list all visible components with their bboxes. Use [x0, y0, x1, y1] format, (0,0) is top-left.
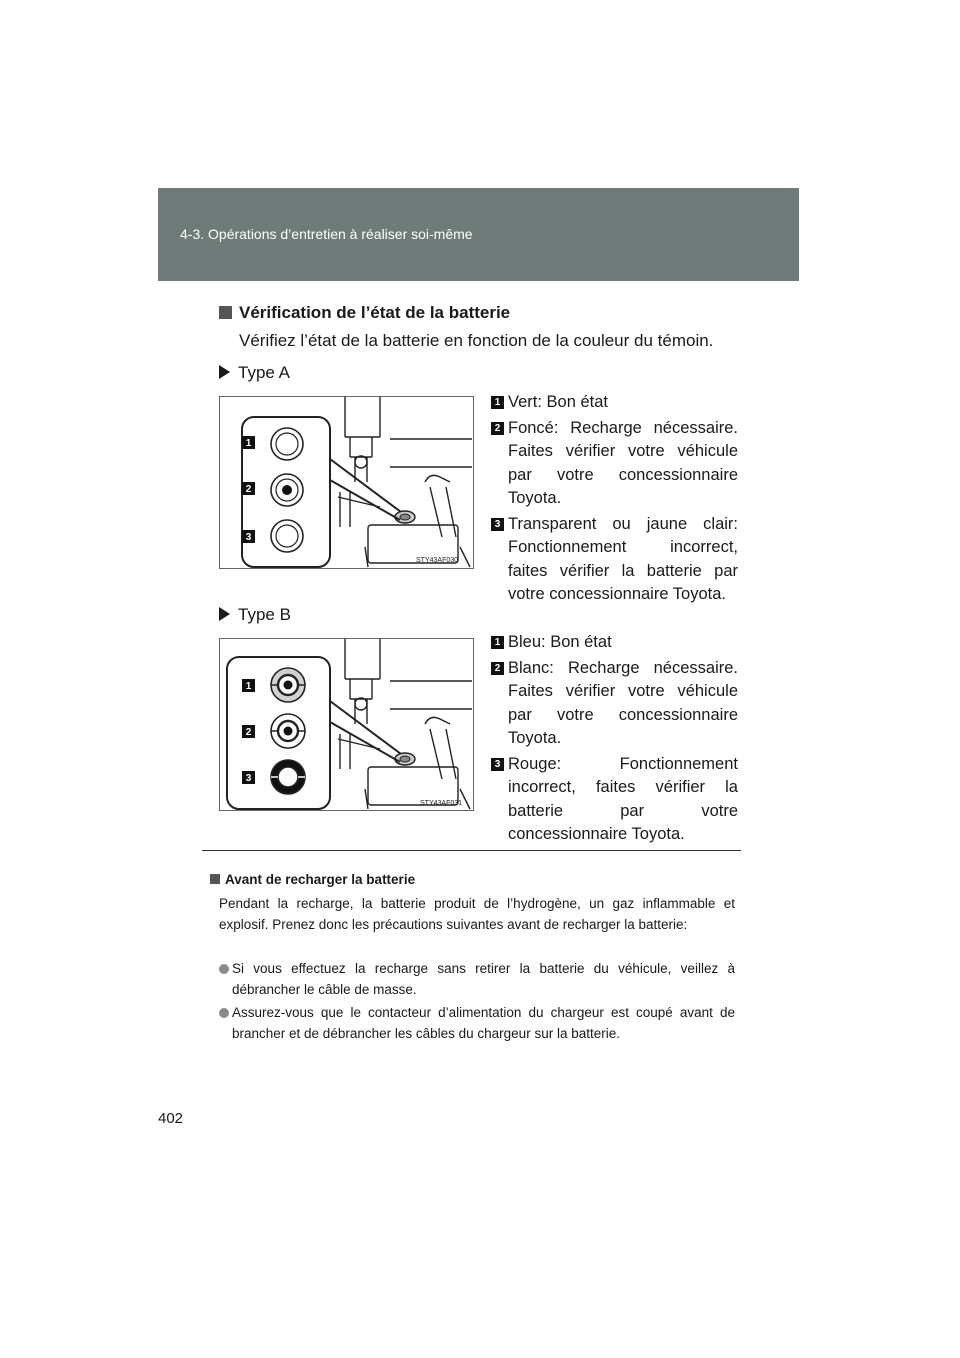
legend-item: 1 Bleu: Bon état: [491, 631, 738, 655]
note-bullet: Si vous effectuez la recharge sans retirer la batterie du véhicule, veillez à débrancher le câble de masse.: [219, 959, 735, 1000]
type-b-figure: [219, 638, 474, 811]
legend-item: 3 Transparent ou jaune clair: Fonctionnement incorrect, faites vérifier la batterie par votre concessionnaire Toyota.: [491, 513, 738, 607]
figure-code: STY43AF031: [420, 800, 463, 807]
legend-item: 2 Blanc: Recharge nécessaire. Faites vérifier votre véhicule par votre concessionnaire Toyota.: [491, 657, 738, 751]
bullet-dot-icon: [219, 1008, 229, 1018]
legend-item: 3 Rouge: Fonctionnement incorrect, faites vérifier la batterie par votre concessionnaire Toyota.: [491, 753, 738, 847]
marker-1: 1: [245, 681, 252, 692]
number-badge-1: 1: [491, 636, 504, 649]
bullet-dot-icon: [219, 964, 229, 974]
page-number: 402: [158, 1110, 184, 1127]
number-badge-3: 3: [491, 758, 504, 771]
battery-indicator-type-a-illustration: [220, 397, 473, 568]
legend-item: 1 Vert: Bon état: [491, 391, 738, 415]
marker-2: 2: [245, 484, 252, 495]
heading-text: Vérification de l’état de la batterie: [239, 303, 511, 322]
type-b-legend: [491, 631, 738, 849]
section-heading: [219, 303, 510, 323]
note-bullet: Assurez-vous que le contacteur d’alimentation du chargeur est coupé avant de brancher et de débrancher les câbles du chargeur sur la batterie.: [219, 1003, 735, 1044]
note-body: Pendant la recharge, la batterie produit de l’hydrogène, un gaz inflammable et explosif. Prenez donc les précautions suivantes avant de recharger la batterie:: [219, 896, 735, 932]
triangle-pointer-icon: [219, 365, 230, 379]
divider: [202, 850, 741, 851]
intro-text: Vérifiez l’état de la batterie en fonction de la couleur du témoin.: [239, 331, 714, 350]
number-badge-3: 3: [491, 518, 504, 531]
section-title: 4-3. Opérations d’entretien à réaliser soi-même: [180, 226, 473, 242]
figure-code: STY43AF030: [416, 557, 459, 564]
triangle-pointer-icon: [219, 607, 230, 621]
marker-2: 2: [245, 727, 252, 738]
header-band: [158, 188, 799, 281]
type-a-figure: [219, 396, 474, 569]
number-badge-1: 1: [491, 396, 504, 409]
marker-1: 1: [245, 438, 252, 449]
number-badge-2: 2: [491, 662, 504, 675]
marker-3: 3: [245, 773, 252, 784]
type-a-label: Type A: [219, 363, 290, 383]
note-title: Avant de recharger la batterie: [210, 872, 415, 887]
number-badge-2: 2: [491, 422, 504, 435]
type-b-label: Type B: [219, 605, 291, 625]
square-bullet-icon: [210, 874, 220, 884]
square-bullet-icon: [219, 306, 232, 319]
legend-item: 2 Foncé: Recharge nécessaire. Faites vérifier votre véhicule par votre concessionnaire Toyota.: [491, 417, 738, 511]
marker-3: 3: [245, 532, 252, 543]
type-a-legend: [491, 391, 738, 609]
battery-indicator-type-b-illustration: [220, 639, 473, 810]
